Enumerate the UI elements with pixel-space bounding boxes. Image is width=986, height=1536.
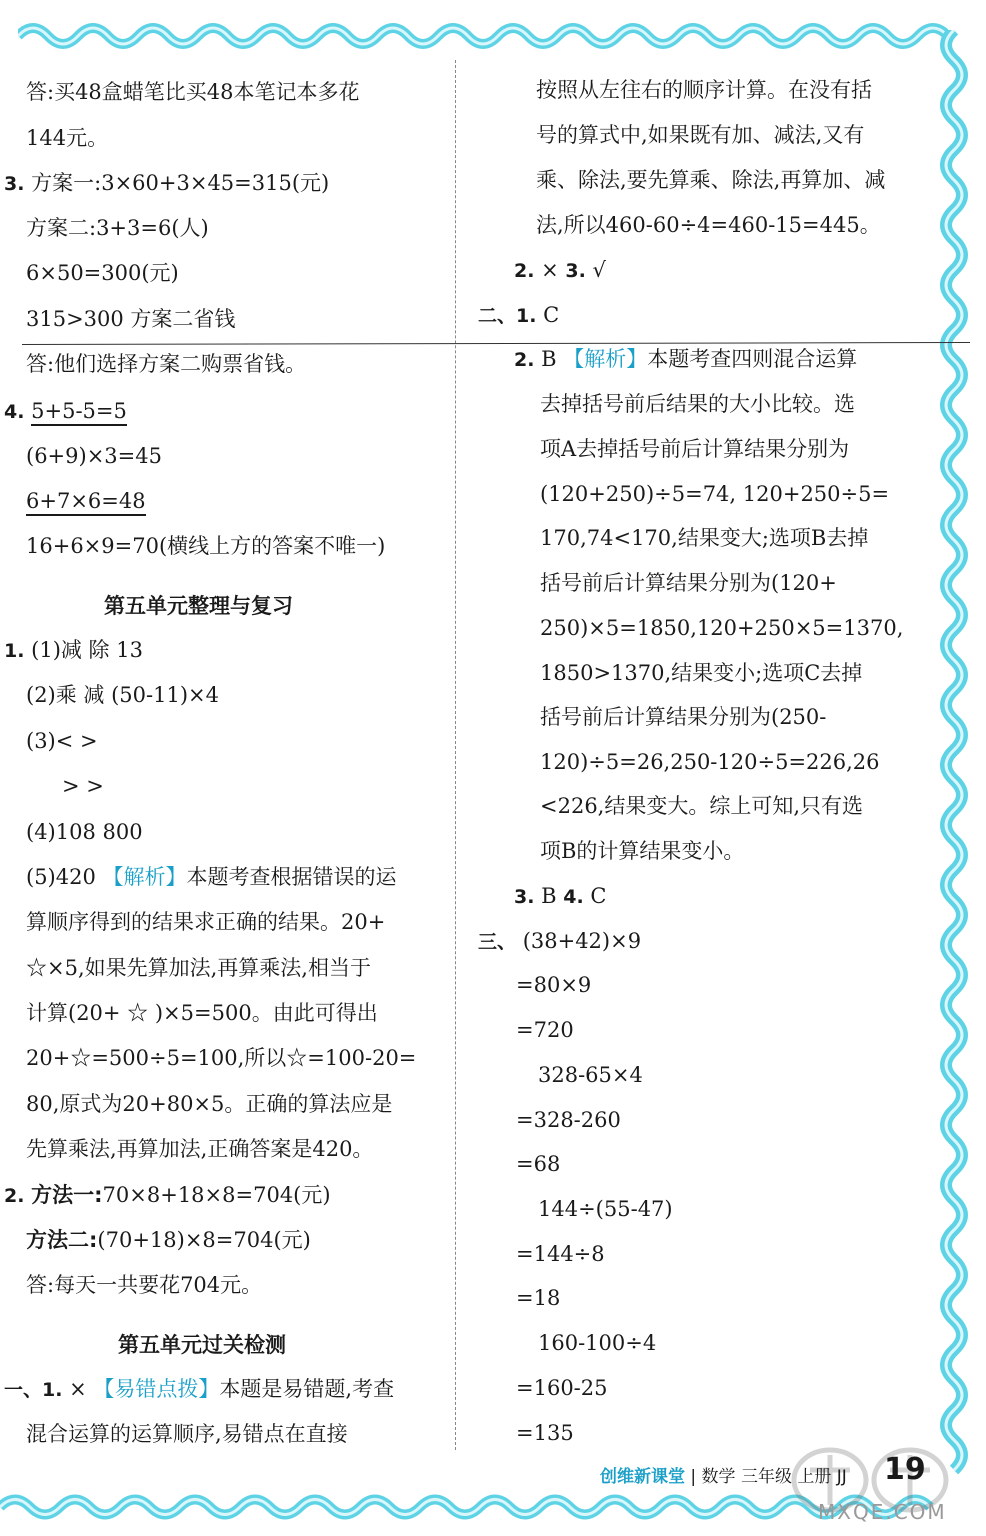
question-number: 2. [4, 1185, 25, 1207]
method-label: 方法一: [31, 1183, 103, 1207]
analysis-text: 120)÷5=26,250-120÷5=226,26 [540, 750, 880, 774]
calc-step: =328-260 [516, 1108, 621, 1132]
calc-step: 144÷(55-47) [538, 1197, 673, 1221]
question-number: 1. [4, 640, 25, 662]
answer-value: B [534, 884, 564, 908]
plan-one: 方案一:3×60+3×45=315(元) [31, 171, 330, 195]
column-divider [455, 60, 456, 1450]
analysis-text: 先算乘法,再算加法,正确答案是420。 [26, 1137, 374, 1161]
question-1 [4, 1375, 394, 1404]
tip-text: 号的算式中,如果既有加、减法,又有 [536, 123, 865, 147]
calc-step: (38+42)×9 [516, 929, 642, 953]
answer-text [26, 863, 397, 891]
question-2 [4, 1181, 331, 1210]
equation [26, 487, 146, 515]
book-info: 数学 三年级 上册 JJ [701, 1467, 847, 1487]
question-number: 4. [563, 886, 584, 908]
analysis-text: 1850>1370,结果变小;选项C去掉 [540, 661, 863, 685]
tip-text: 法,所以460-60÷4=460-15=445。 [536, 213, 881, 237]
choice-question-1 [478, 301, 559, 330]
analysis-text: 去掉括号前后结果的大小比较。选 [540, 392, 855, 416]
analysis-text: <226,结果变大。综上可知,只有选 [540, 794, 864, 818]
calc-step: 160-100÷4 [538, 1331, 657, 1355]
calc-step: =144÷8 [516, 1242, 605, 1266]
compare-line: 315>300 方案二省钱 [26, 307, 236, 331]
answer-value: × [534, 258, 566, 282]
question-number: 2. [514, 260, 535, 282]
calc-section [478, 927, 641, 956]
calc-step: =135 [516, 1421, 574, 1445]
answer-value: √ [585, 258, 606, 282]
question-number: 一、1. [4, 1379, 63, 1401]
analysis-text: 括号前后计算结果分别为(120+ [540, 571, 837, 595]
analysis-text: 计算(20+ ☆ )×5=500。由此可得出 [26, 1001, 378, 1025]
analysis-text: (120+250)÷5=74, 120+250÷5= [540, 482, 890, 506]
tip-text: 本题是易错题,考查 [219, 1377, 395, 1401]
calc-step: =720 [516, 1018, 574, 1042]
question-number: 3. [514, 886, 535, 908]
question-4 [4, 397, 127, 426]
analysis-text: 20+☆=500÷5=100,所以☆=100-20= [26, 1046, 417, 1070]
tip-text: 乘、除法,要先算乘、除法,再算加、减 [536, 168, 886, 192]
answer-value: C [583, 884, 607, 908]
question-number: 二、1. [478, 305, 537, 327]
footer-separator: | [690, 1467, 697, 1487]
analysis-text: 本题考查根据错误的运 [186, 865, 397, 889]
judge-answers [514, 256, 606, 285]
choice-question-2 [514, 345, 857, 374]
method-text: (70+18)×8=704(元) [97, 1228, 311, 1252]
analysis-tag: 【解析】 [563, 347, 648, 371]
analysis-text: 项A去掉括号前后计算结果分别为 [540, 437, 850, 461]
answer-text: (2)乘 减 (50-11)×4 [26, 683, 219, 707]
section-heading: 第五单元整理与复习 [104, 594, 293, 618]
analysis-text: 本题考查四则混合运算 [647, 347, 858, 371]
choice-answers [514, 882, 606, 911]
answer-line: 答:他们选择方案二购票省钱。 [26, 352, 307, 376]
watermark-text: MXQE.COM [818, 1500, 947, 1524]
equation-text: 6+7×6=48 [26, 489, 146, 516]
analysis-text: 算顺序得到的结果求正确的结果。20+ [26, 910, 386, 934]
answer-text: (1)减 除 13 [31, 638, 143, 662]
question-number: 三、 [478, 931, 517, 953]
tip-text: 混合运算的运算顺序,易错点在直接 [26, 1422, 348, 1446]
method-text: 70×8+18×8=704(元) [102, 1183, 331, 1207]
answer-line: 144元。 [26, 126, 109, 150]
analysis-text: 项B的计算结果变小。 [540, 839, 745, 863]
tip-text: 按照从左往右的顺序计算。在没有括 [536, 78, 872, 102]
equation: (6+9)×3=45 [26, 444, 162, 468]
page-footer [600, 1462, 847, 1487]
equation: 16+6×9=70(横线上方的答案不唯一) [26, 534, 386, 558]
wavy-border-right [934, 30, 974, 1480]
question-1 [4, 636, 143, 665]
answer-value: (5)420 [26, 865, 103, 889]
question-3 [4, 169, 329, 198]
answer-text: (3)< > [26, 729, 98, 753]
wavy-border-top [18, 18, 948, 54]
calc-step: =68 [516, 1152, 561, 1176]
calc-step: =18 [516, 1286, 561, 1310]
calc-step: =80×9 [516, 973, 592, 997]
analysis-text: 170,74<170,结果变大;选项B去掉 [540, 526, 869, 550]
calc-line: 6×50=300(元) [26, 261, 179, 285]
analysis-text: 80,原式为20+80×5。正确的算法应是 [26, 1092, 393, 1116]
answer-value: × [62, 1377, 94, 1401]
answer-value: B [534, 347, 564, 371]
answer-line: 答:每天一共要花704元。 [26, 1273, 263, 1297]
section-heading: 第五单元过关检测 [118, 1333, 286, 1357]
calc-step: =160-25 [516, 1376, 608, 1400]
calc-step: 328-65×4 [538, 1063, 643, 1087]
tip-tag: 【易错点拨】 [93, 1377, 220, 1401]
analysis-tag: 【解析】 [102, 865, 187, 889]
equation: 5+5-5=5 [31, 399, 127, 426]
answer-value: C [536, 303, 560, 327]
analysis-text: 括号前后计算结果分别为(250- [540, 705, 827, 729]
answer-text: (4)108 800 [26, 820, 143, 844]
answer-text: > > [62, 774, 104, 798]
page-number: 19 [884, 1452, 926, 1487]
analysis-text: ☆×5,如果先算加法,再算乘法,相当于 [26, 956, 371, 980]
answer-line: 答:买48盒蜡笔比买48本笔记本多花 [26, 80, 360, 104]
question-number: 3. [4, 173, 25, 195]
question-number: 3. [565, 260, 586, 282]
brand-name: 创维新课堂 [600, 1467, 685, 1487]
plan-two: 方案二:3+3=6(人) [26, 216, 209, 240]
question-number: 4. [4, 401, 25, 423]
analysis-text: 250)×5=1850,120+250×5=1370, [540, 616, 904, 640]
method-line [26, 1226, 311, 1254]
method-label: 方法二: [26, 1228, 98, 1252]
question-number: 2. [514, 349, 535, 371]
